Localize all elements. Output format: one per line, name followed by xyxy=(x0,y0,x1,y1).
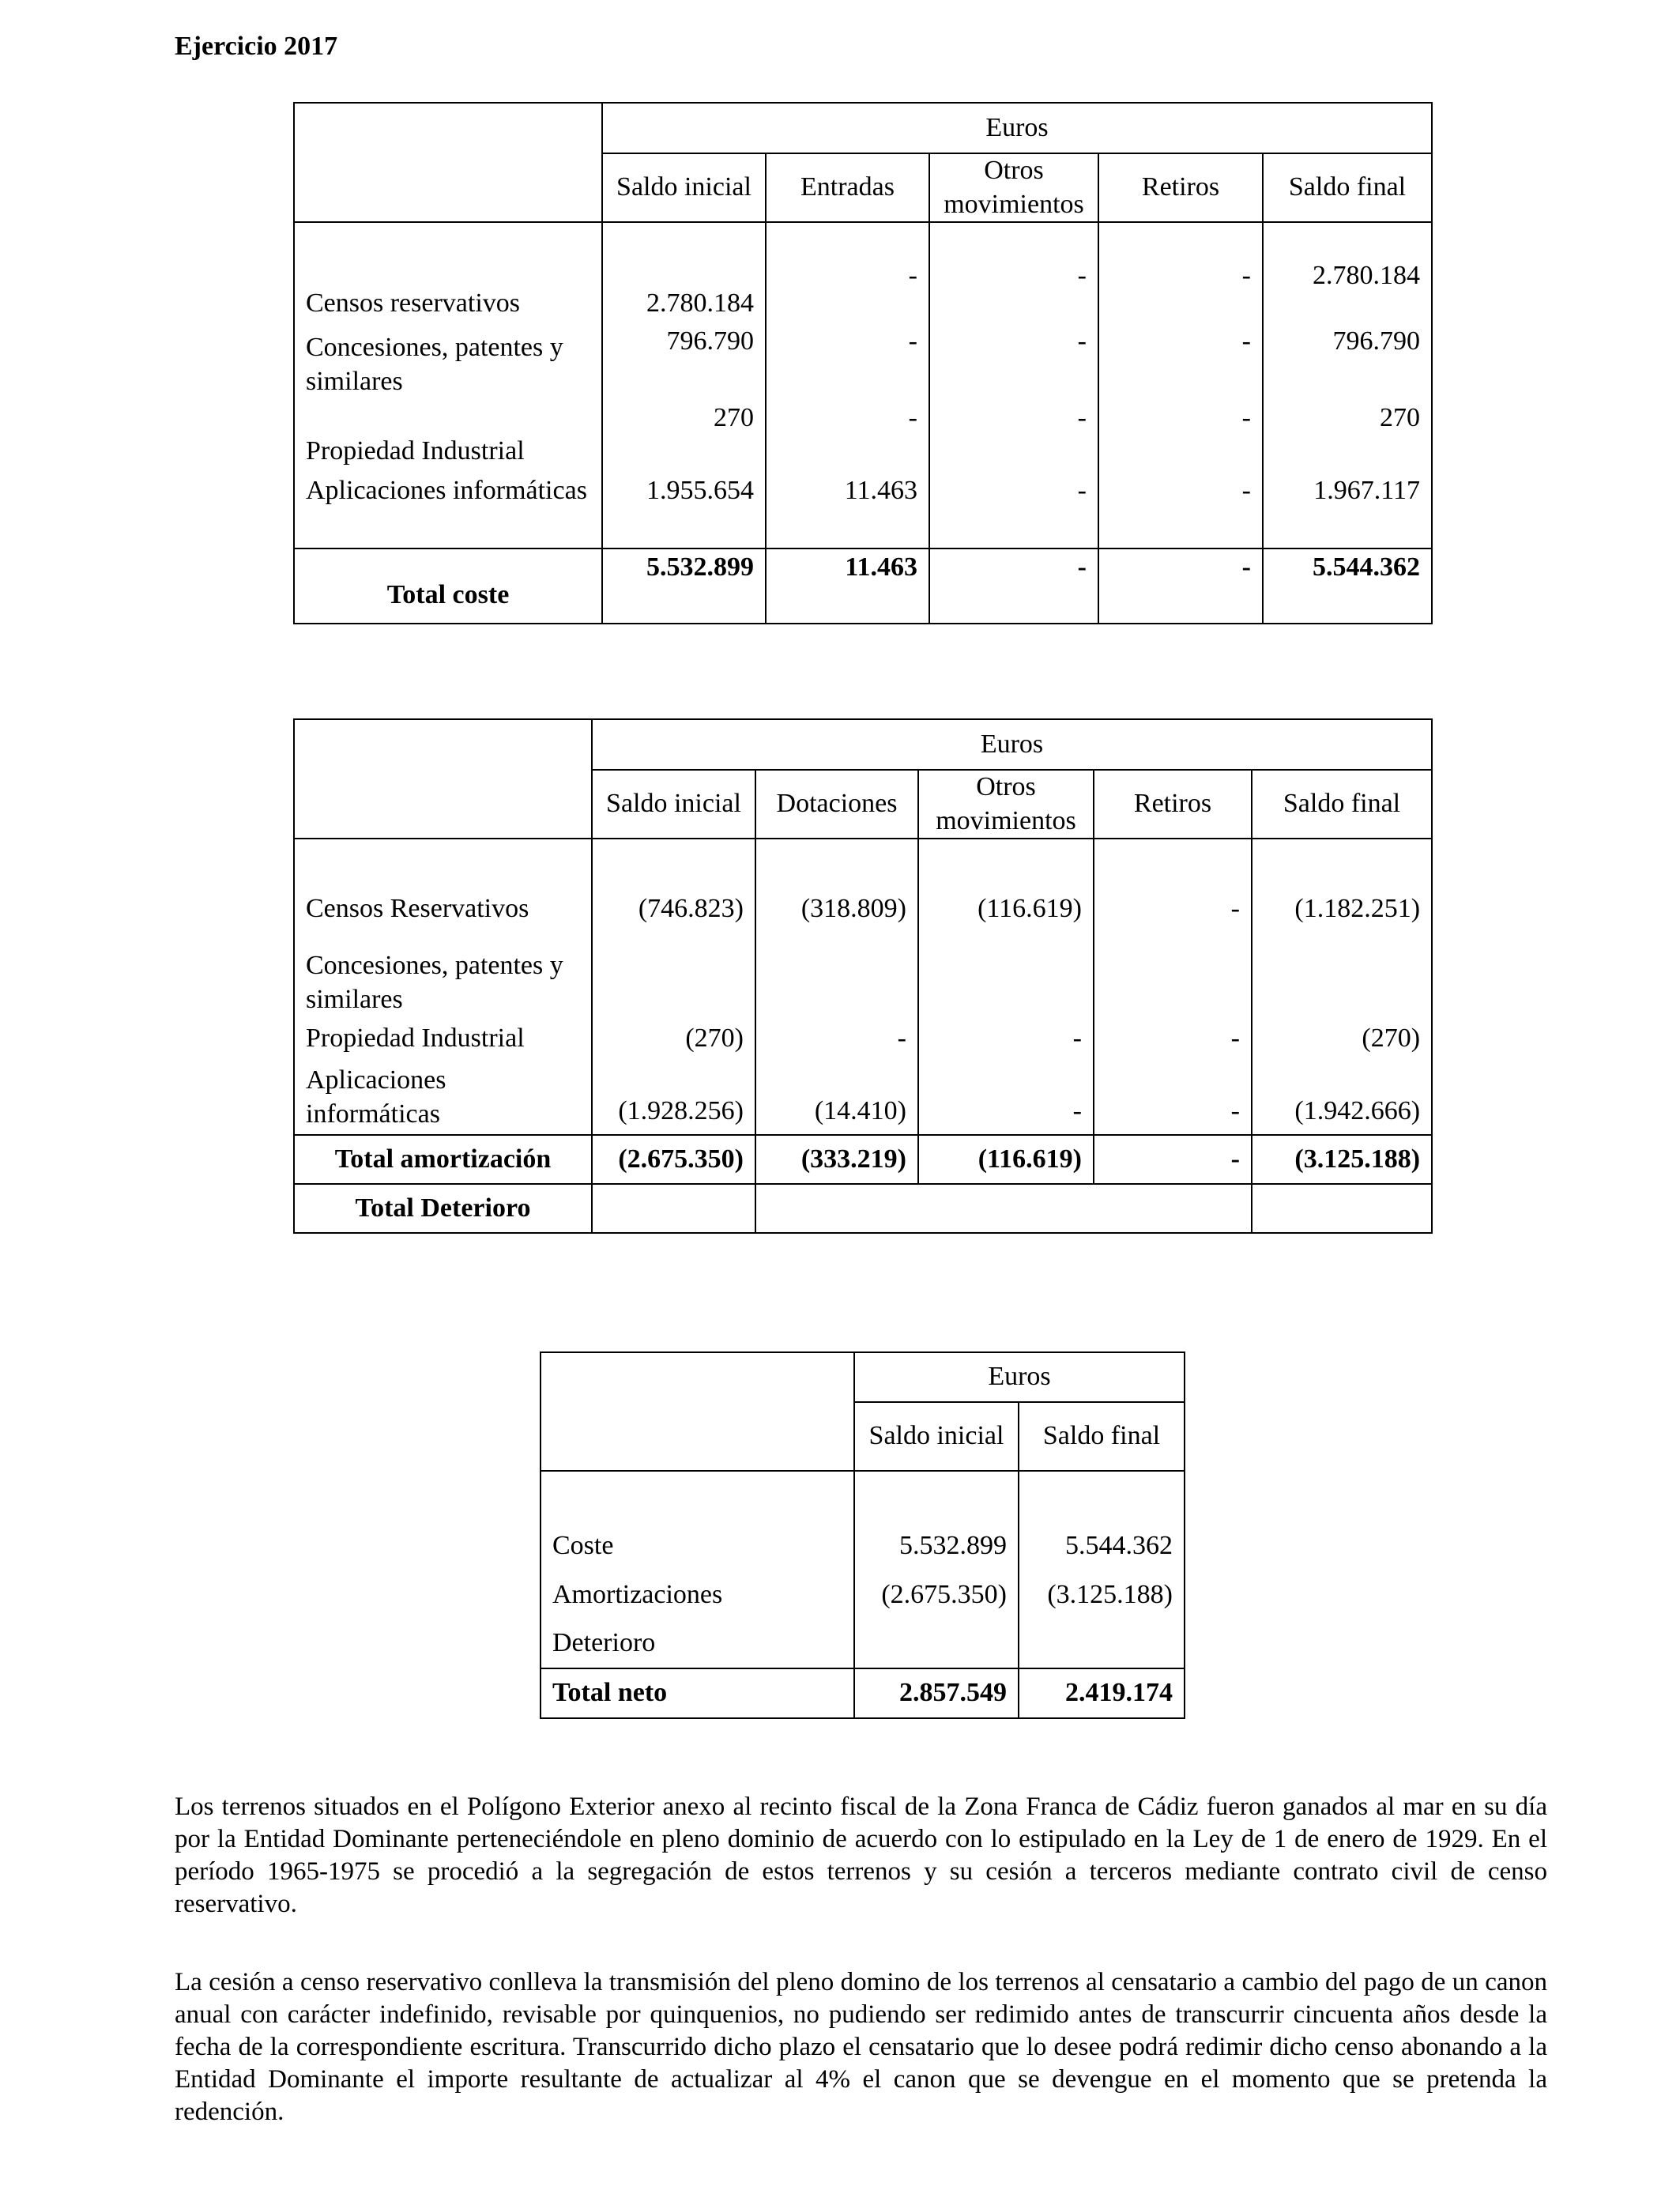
total-cell: (116.619) xyxy=(918,1135,1094,1184)
cell: - xyxy=(929,398,1098,473)
cost-col-header: Retiros xyxy=(1098,153,1263,222)
row-label: Concesiones, patentes y similares xyxy=(294,941,592,1016)
cost-col-header: Otros movimientos xyxy=(929,153,1098,222)
row-label: Coste xyxy=(541,1521,854,1570)
total-cell: 11.463 xyxy=(766,548,929,624)
total-row xyxy=(294,1135,1432,1184)
cell: - xyxy=(929,473,1098,548)
cell: 796.790 xyxy=(602,323,766,398)
cell: (1.182.251) xyxy=(1252,892,1432,941)
row-label: Concesiones, patentes y similares xyxy=(294,323,602,398)
row-label: Censos Reservativos xyxy=(294,892,592,941)
cell: - xyxy=(766,398,929,473)
table-row xyxy=(541,1619,1185,1668)
cell: (1.942.666) xyxy=(1252,1061,1432,1135)
cell: (14.410) xyxy=(755,1061,918,1135)
amortization-table xyxy=(293,718,1433,1234)
cell: 2.780.184 xyxy=(1263,250,1432,323)
cell: - xyxy=(1098,398,1263,473)
cell: 270 xyxy=(602,398,766,473)
total-cell: 2.857.549 xyxy=(854,1668,1019,1718)
row-label: Propiedad Industrial xyxy=(294,398,602,473)
total-label: Total coste xyxy=(294,548,602,624)
net-col-header: Saldo final xyxy=(1019,1402,1185,1471)
row-label: Aplicaciones informáticas xyxy=(294,473,602,548)
cell: - xyxy=(755,1016,918,1061)
cost-table xyxy=(293,102,1433,624)
table-row xyxy=(294,892,1432,941)
cell: 11.463 xyxy=(766,473,929,548)
cell: - xyxy=(918,1061,1094,1135)
cell: 796.790 xyxy=(1263,323,1432,398)
table-row xyxy=(294,1016,1432,1061)
cost-col-header: Entradas xyxy=(766,153,929,222)
paragraph: Los terrenos situados en el Polígono Exterior anexo al recinto fiscal de la Zona Franca de Cádiz fueron ganados al mar en su día por la Entidad Dominante perteneciéndole en pleno dominio de acuerdo con lo estipulado en la Ley de 1 de enero de 1929. En el período 1965-1975 se procedió a la segregación de estos terrenos y su cesión a terceros mediante contrato civil de censo reservativo. xyxy=(175,1793,1547,1918)
amortization-col-header: Dotaciones xyxy=(755,770,918,839)
amortization-table-currency-header: Euros xyxy=(592,719,1432,770)
cell: - xyxy=(766,323,929,398)
cell: 2.780.184 xyxy=(602,250,766,323)
net-table-currency-header: Euros xyxy=(854,1352,1185,1402)
cell: (116.619) xyxy=(918,892,1094,941)
total-cell: (3.125.188) xyxy=(1252,1135,1432,1184)
row-label: Propiedad Industrial xyxy=(294,1016,592,1061)
cell: 1.967.117 xyxy=(1263,473,1432,548)
total-row xyxy=(541,1668,1185,1718)
cell: (3.125.188) xyxy=(1019,1570,1185,1619)
total-row xyxy=(294,548,1432,624)
cell: - xyxy=(766,250,929,323)
table-row xyxy=(294,398,1432,473)
amortization-col-header: Retiros xyxy=(1094,770,1252,839)
page-title: Ejercicio 2017 xyxy=(175,32,338,61)
cell: - xyxy=(929,323,1098,398)
cost-col-header: Saldo inicial xyxy=(602,153,766,222)
cell: 270 xyxy=(1263,398,1432,473)
table-row xyxy=(294,473,1432,548)
table-row xyxy=(294,941,1432,1016)
total-cell: 5.532.899 xyxy=(602,548,766,624)
cell: - xyxy=(1094,1016,1252,1061)
total-cell: (333.219) xyxy=(755,1135,918,1184)
cell: (270) xyxy=(592,1016,755,1061)
row-label: Deterioro xyxy=(541,1619,854,1668)
net-table xyxy=(540,1351,1185,1719)
cell: (318.809) xyxy=(755,892,918,941)
cell: - xyxy=(1094,892,1252,941)
net-table-corner xyxy=(541,1352,854,1471)
total-cell: - xyxy=(929,548,1098,624)
cost-table-corner xyxy=(294,103,602,222)
cell: 5.544.362 xyxy=(1019,1521,1185,1570)
row-label: Aplicaciones informáticas xyxy=(294,1061,592,1135)
row-label: Amortizaciones xyxy=(541,1570,854,1619)
cell: 1.955.654 xyxy=(602,473,766,548)
total-cell: (2.675.350) xyxy=(592,1135,755,1184)
total-deterioro-label: Total Deterioro xyxy=(294,1184,592,1233)
amortization-col-header: Otros movimientos xyxy=(918,770,1094,839)
table-row xyxy=(541,1570,1185,1619)
cell xyxy=(592,941,755,1016)
cell: (270) xyxy=(1252,1016,1432,1061)
table-row xyxy=(294,323,1432,398)
cell: - xyxy=(1094,1061,1252,1135)
paragraph: La cesión a censo reservativo conlleva la transmisión del pleno domino de los terrenos al censatario a cambio del pago de un canon anual con carácter indefinido, revisable por quinquenios, no pudiendo ser redimido antes de transcurrir cincuenta años desde la fecha de la correspondiente escritura. Transcurrido dicho plazo el censatario que lo desee podrá redimir dicho censo abonando a la Entidad Dominante el importe resultante de actualizar al 4% el canon que se devengue en el momento que se pretenda la redención. xyxy=(175,1968,1547,2126)
cell: (746.823) xyxy=(592,892,755,941)
row-label: Censos reservativos xyxy=(294,250,602,323)
table-row xyxy=(294,1061,1432,1135)
amortization-col-header: Saldo inicial xyxy=(592,770,755,839)
cell: - xyxy=(918,1016,1094,1061)
cell xyxy=(1252,941,1432,1016)
cost-col-header: Saldo final xyxy=(1263,153,1432,222)
cell xyxy=(1094,941,1252,1016)
cell xyxy=(918,941,1094,1016)
total-label: Total neto xyxy=(541,1668,854,1718)
cell: - xyxy=(1098,473,1263,548)
cell xyxy=(1019,1619,1185,1668)
cell: (2.675.350) xyxy=(854,1570,1019,1619)
cell: (1.928.256) xyxy=(592,1061,755,1135)
table-row xyxy=(294,250,1432,323)
cell: 5.532.899 xyxy=(854,1521,1019,1570)
amortization-col-header: Saldo final xyxy=(1252,770,1432,839)
amortization-table-corner xyxy=(294,719,592,839)
total-cell: 2.419.174 xyxy=(1019,1668,1185,1718)
table-row xyxy=(541,1521,1185,1570)
cell xyxy=(854,1619,1019,1668)
total-deterioro-row xyxy=(294,1184,1432,1233)
cell: - xyxy=(1098,323,1263,398)
cell xyxy=(755,941,918,1016)
total-cell: - xyxy=(1094,1135,1252,1184)
net-col-header: Saldo inicial xyxy=(854,1402,1019,1471)
cost-table-currency-header: Euros xyxy=(602,103,1432,153)
cell: - xyxy=(929,250,1098,323)
total-cell: 5.544.362 xyxy=(1263,548,1432,624)
cell: - xyxy=(1098,250,1263,323)
total-label: Total amortización xyxy=(294,1135,592,1184)
total-cell: - xyxy=(1098,548,1263,624)
